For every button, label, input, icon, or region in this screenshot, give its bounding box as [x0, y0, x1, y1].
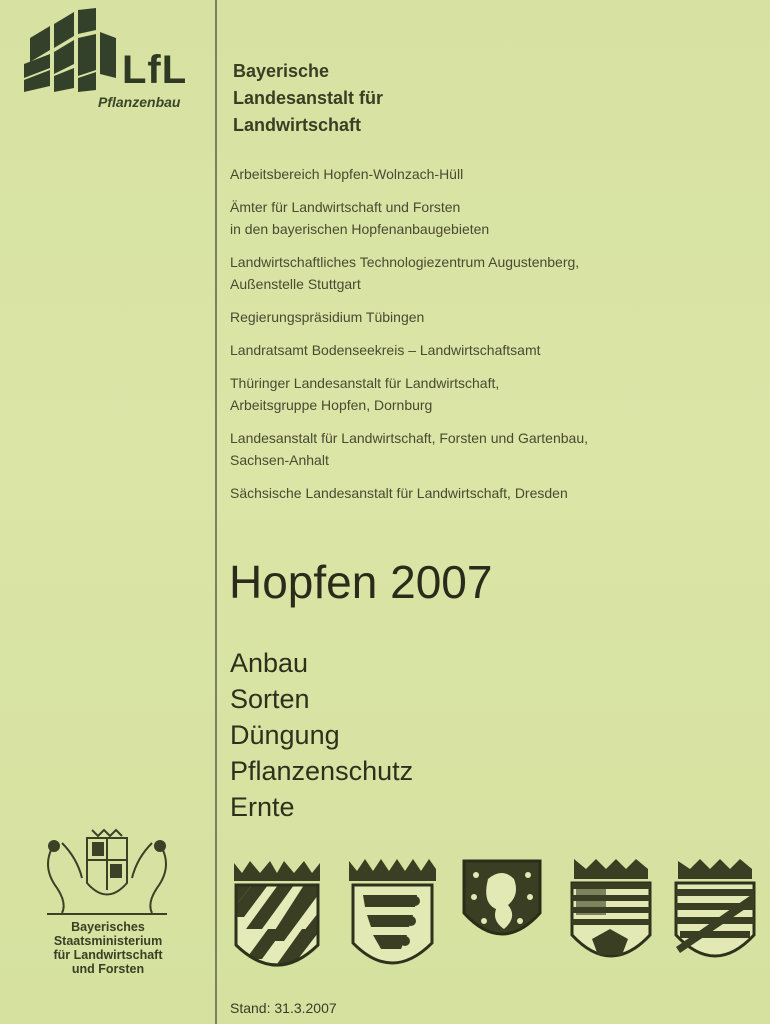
topic-list — [230, 645, 413, 825]
partner-item — [230, 482, 750, 504]
partner-line: Sachsen-Anhalt — [230, 452, 329, 468]
partner-item — [230, 427, 750, 471]
saxony-anhalt-coat-of-arms-icon — [566, 855, 656, 975]
partner-item — [230, 306, 750, 328]
ministry-name — [18, 920, 198, 976]
bavarian-state-coat-of-arms-icon — [32, 828, 182, 918]
institution-line: Landesanstalt für — [233, 88, 384, 108]
partner-item — [230, 339, 750, 361]
partner-list — [230, 163, 750, 515]
lfl-building-logo-icon — [20, 8, 120, 93]
status-date: Stand: 31.3.2007 — [230, 1000, 337, 1016]
topic-item: Anbau — [230, 648, 309, 678]
ministry-line: und Forsten — [71, 962, 145, 976]
lfl-logo — [20, 8, 205, 118]
topic-item: Sorten — [230, 684, 310, 714]
saxony-coat-of-arms-icon — [670, 855, 760, 975]
topic-item: Düngung — [230, 720, 340, 750]
institution-line: Landwirtschaft — [233, 115, 362, 135]
bavaria-coat-of-arms-icon — [228, 855, 326, 983]
topic-item: Pflanzenschutz — [230, 756, 414, 786]
partner-item — [230, 372, 750, 416]
vertical-divider — [215, 0, 217, 1024]
ministry-line: Staatsministerium — [53, 934, 163, 948]
logo-text: LfL — [122, 48, 188, 92]
partner-item — [230, 163, 750, 185]
partner-line: Sächsische Landesanstalt für Landwirtschaft, Dresden — [230, 485, 568, 501]
document-title: Hopfen 2007 — [229, 556, 493, 608]
partner-line: Landratsamt Bodenseekreis – Landwirtschaftsamt — [230, 342, 541, 358]
partner-line: Thüringer Landesanstalt für Landwirtschaft, — [230, 375, 500, 391]
partner-line: Landesanstalt für Landwirtschaft, Forsten und Gartenbau, — [230, 430, 588, 446]
partner-line: Regierungspräsidium Tübingen — [230, 309, 425, 325]
ministry-line: für Landwirtschaft — [53, 948, 163, 962]
partner-item — [230, 196, 750, 240]
baden-wuerttemberg-coat-of-arms-icon — [345, 855, 440, 983]
partner-line: Außenstelle Stuttgart — [230, 276, 361, 292]
logo-subtitle: Pflanzenbau — [98, 94, 181, 110]
partner-line: in den bayerischen Hopfenanbaugebieten — [230, 221, 490, 237]
partner-line: Arbeitsbereich Hopfen-Wolnzach-Hüll — [230, 166, 464, 182]
thuringia-coat-of-arms-icon — [458, 855, 546, 955]
topic-item: Ernte — [230, 792, 295, 822]
partner-line: Landwirtschaftliches Technologiezentrum Augustenberg, — [230, 254, 580, 270]
ministry-line: Bayerisches — [71, 920, 145, 934]
partner-line: Arbeitsgruppe Hopfen, Dornburg — [230, 397, 433, 413]
institution-line: Bayerische — [233, 61, 330, 81]
institution-name — [233, 58, 533, 139]
partner-line: Ämter für Landwirtschaft und Forsten — [230, 199, 461, 215]
partner-item — [230, 251, 750, 295]
